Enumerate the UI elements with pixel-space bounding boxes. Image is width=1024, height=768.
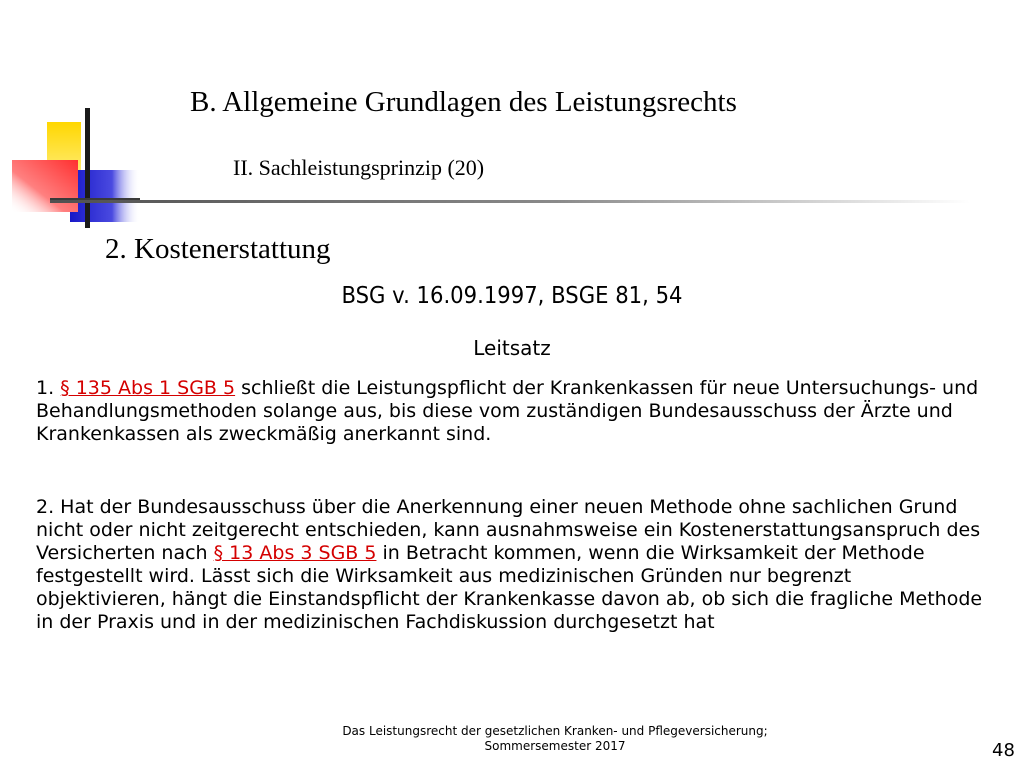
logo-red-square	[12, 160, 78, 212]
footer-line-1: Das Leistungsrecht der gesetzlichen Kranken- und Pflegeversicherung;	[342, 724, 768, 738]
paragraph-2-text-after: in Betracht kommen, wenn die Wirksamkeit der Methode festgestellt wird. Lässt sich die Wirksamkeit aus medizinischen Gründen nur begrenzt objektivieren, hängt die Einstandspflicht der Krankenkasse davon ab, ob sich die fragliche Methode in der Praxis und in der medizinischen Fachdiskussion durchgesetzt hat	[36, 542, 983, 633]
paragraph-1	[36, 377, 986, 446]
paragraph-2	[36, 496, 986, 634]
logo-vertical-bar	[85, 108, 90, 228]
slide-subtitle: II. Sachleistungsprinzip (20)	[233, 155, 485, 180]
link-sgb5-13[interactable]: § 13 Abs 3 SGB 5	[213, 542, 377, 564]
slide-title: B. Allgemeine Grundlagen des Leistungsrechts	[190, 86, 737, 118]
link-sgb5-135[interactable]: § 135 Abs 1 SGB 5	[60, 377, 236, 399]
page-number: 48	[992, 740, 1015, 761]
title-divider	[50, 200, 970, 203]
section-heading: 2. Kostenerstattung	[105, 233, 331, 265]
logo-blue-square	[70, 170, 140, 222]
leitsatz-label: Leitsatz	[473, 336, 551, 360]
court-citation: BSG v. 16.09.1997, BSGE 81, 54	[341, 283, 683, 309]
footer-line-2: Sommersemester 2017	[484, 739, 626, 753]
paragraph-1-text: schließt die Leistungspflicht der Krankenkassen für neue Untersuchungs- und Behandlungsmethoden solange aus, bis diese vom zuständigen Bundesausschuss der Ärzte und Krankenkassen als zweckmäßig anerkannt sind.	[36, 377, 979, 445]
paragraph-2-text-before: 2. Hat der Bundesausschuss über die Anerkennung einer neuen Methode ohne sachlichen Grund nicht oder nicht zeitgerecht entschieden, kann ausnahmsweise ein Kostenerstattungsanspruch des Versicherten nach	[36, 496, 981, 564]
decorative-logo-graphic	[0, 0, 140, 240]
paragraph-1-number: 1.	[36, 377, 61, 399]
footer	[260, 724, 850, 754]
